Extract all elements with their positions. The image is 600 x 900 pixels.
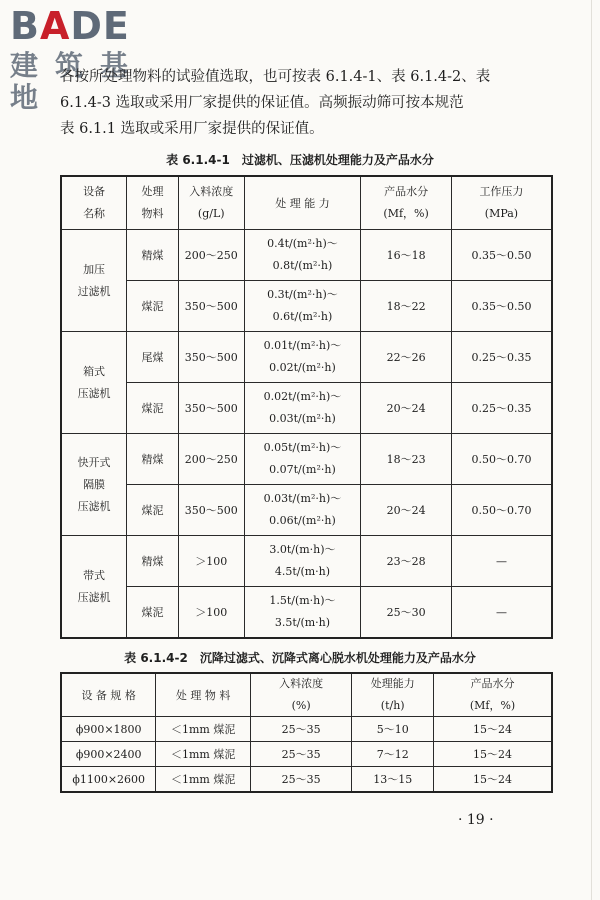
moisture-cell: 22～26 [361,332,452,383]
capacity-cell: 13～15 [352,767,434,793]
capacity-value: 3.0t/(m·h)～ [269,543,336,556]
capacity-value: 0.02t/(m²·h) [269,361,336,374]
header-moisture [434,673,552,717]
concentration-cell: 350～500 [178,485,244,536]
equipment-name: 压滤机 [77,499,111,513]
table-row [61,434,552,485]
capacity-value: 0.4t/(m²·h)～ [267,237,338,250]
equipment-name: 带式 [83,568,106,582]
header-text: (Mf，%) [383,207,429,220]
capacity-value: 0.6t/(m²·h) [272,310,333,323]
material-cell: 尾煤 [127,332,179,383]
table1-caption: 表 6.1.4-1 过滤机、压滤机处理能力及产品水分 [166,153,434,167]
header-text: 产品水分 [384,185,429,198]
header-capacity: 处 理 能 力 [244,176,361,230]
equipment-name: 隔膜 [83,477,106,491]
table1-header-row [61,176,552,230]
intro-line-2: 6.1.4-3 选取或采用厂家提供的保证值。高频振动筛可按本规范 [60,95,464,111]
concentration-cell: 25～35 [250,767,351,793]
spec-cell: ϕ900×1800 [61,717,156,742]
table-row [61,767,552,793]
header-text: (MPa) [484,207,519,220]
moisture-cell: 16～18 [361,230,452,281]
material-cell: ＜1mm 煤泥 [156,717,251,742]
watermark-brand-en-text: BADE [10,4,130,48]
equipment-name: 箱式 [83,364,106,378]
concentration-cell: 200～250 [178,230,244,281]
table-row [61,332,552,383]
pressure-cell: — [451,536,552,587]
concentration-cell: 25～35 [250,717,351,742]
moisture-cell: 20～24 [361,383,452,434]
capacity-cell: 7～12 [352,742,434,767]
pressure-cell: 0.50～0.70 [451,434,552,485]
capacity-cell [244,383,361,434]
table-row [61,587,552,639]
header-text: 处理能力 [370,677,415,690]
capacity-value: 1.5t/(m·h)～ [269,594,336,607]
header-material: 处 理 物 料 [156,673,251,717]
equipment-name: 快开式 [77,455,111,469]
capacity-cell [244,332,361,383]
material-cell: 精煤 [127,230,179,281]
table-row [61,536,552,587]
header-moisture [361,176,452,230]
moisture-cell: 15～24 [434,742,552,767]
equipment-name-cell [61,434,127,536]
equipment-name: 过滤机 [77,284,111,298]
page-edge-line [591,0,592,900]
header-capacity [352,673,434,717]
material-cell: 精煤 [127,434,179,485]
capacity-value: 0.8t/(m²·h) [272,259,333,272]
header-text: 处理 [141,185,164,198]
material-cell: 煤泥 [127,587,179,639]
capacity-value: 0.01t/(m²·h)～ [263,339,342,352]
table-filter-press-capacity [60,175,553,639]
table-row [61,717,552,742]
header-text: 物料 [141,207,164,220]
capacity-value: 4.5t/(m·h) [274,565,331,578]
table2-header-row [61,673,552,717]
material-cell: 煤泥 [127,383,179,434]
watermark-brand-en [10,6,130,46]
capacity-cell [244,536,361,587]
material-cell: ＜1mm 煤泥 [156,767,251,793]
capacity-cell [244,434,361,485]
moisture-cell: 20～24 [361,485,452,536]
material-cell: 精煤 [127,536,179,587]
page-number: · 19 · [458,812,494,828]
capacity-cell [244,281,361,332]
spec-cell: ϕ1100×2600 [61,767,156,793]
concentration-cell: 350～500 [178,332,244,383]
concentration-cell: ＞100 [178,536,244,587]
capacity-value: 0.07t/(m²·h) [269,463,336,476]
capacity-cell [244,485,361,536]
header-text: (t/h) [380,699,405,712]
table-row [61,230,552,281]
header-concentration [178,176,244,230]
pressure-cell: 0.35～0.50 [451,281,552,332]
header-text: 设备 [83,185,106,198]
capacity-cell [244,587,361,639]
concentration-cell: ＞100 [178,587,244,639]
header-text: 入料浓度 [279,677,324,690]
material-cell: 煤泥 [127,281,179,332]
capacity-value: 0.03t/(m²·h)～ [263,492,342,505]
header-text: 入料浓度 [189,185,234,198]
capacity-cell [244,230,361,281]
header-text: (%) [291,699,311,712]
intro-line-3: 表 6.1.1 选取或采用厂家提供的保证值。 [60,121,324,137]
pressure-cell: 0.35～0.50 [451,230,552,281]
capacity-cell: 5～10 [352,717,434,742]
table-row [61,383,552,434]
material-cell: 煤泥 [127,485,179,536]
capacity-value: 0.06t/(m²·h) [269,514,336,527]
header-concentration [250,673,351,717]
capacity-value: 0.02t/(m²·h)～ [263,390,342,403]
concentration-cell: 200～250 [178,434,244,485]
pressure-cell: — [451,587,552,639]
header-pressure [451,176,552,230]
header-text: (g/L) [197,207,225,220]
equipment-name: 压滤机 [77,590,111,604]
table-centrifuge-capacity [60,672,553,793]
header-equipment [61,176,127,230]
equipment-name: 压滤机 [77,386,111,400]
concentration-cell: 25～35 [250,742,351,767]
pressure-cell: 0.25～0.35 [451,332,552,383]
equipment-name: 加压 [83,262,106,276]
moisture-cell: 18～22 [361,281,452,332]
table-row [61,485,552,536]
equipment-name-cell [61,536,127,639]
header-text: 工作压力 [479,185,524,198]
equipment-name-cell [61,332,127,434]
header-text: 名称 [83,207,106,220]
concentration-cell: 350～500 [178,281,244,332]
capacity-value: 0.3t/(m²·h)～ [267,288,338,301]
header-material [127,176,179,230]
capacity-value: 0.03t/(m²·h) [269,412,336,425]
header-text: 产品水分 [470,677,515,690]
moisture-cell: 15～24 [434,767,552,793]
spec-cell: ϕ900×2400 [61,742,156,767]
material-cell: ＜1mm 煤泥 [156,742,251,767]
concentration-cell: 350～500 [178,383,244,434]
table-row [61,742,552,767]
moisture-cell: 23～28 [361,536,452,587]
table2-caption: 表 6.1.4-2 沉降过滤式、沉降式离心脱水机处理能力及产品水分 [124,651,476,665]
pressure-cell: 0.25～0.35 [451,383,552,434]
header-text: (Mf，%) [469,699,516,712]
capacity-value: 0.05t/(m²·h)～ [263,441,342,454]
moisture-cell: 15～24 [434,717,552,742]
pressure-cell: 0.50～0.70 [451,485,552,536]
table-row [61,281,552,332]
watermark-brand-cn: 建筑基地 [10,49,146,114]
intro-line-1: 各按所处理物料的试验值选取，也可按表 6.1.4-1、表 6.1.4-2、表 [60,69,491,85]
equipment-name-cell [61,230,127,332]
header-spec: 设 备 规 格 [61,673,156,717]
moisture-cell: 18～23 [361,434,452,485]
capacity-value: 3.5t/(m·h) [274,616,331,629]
moisture-cell: 25～30 [361,587,452,639]
